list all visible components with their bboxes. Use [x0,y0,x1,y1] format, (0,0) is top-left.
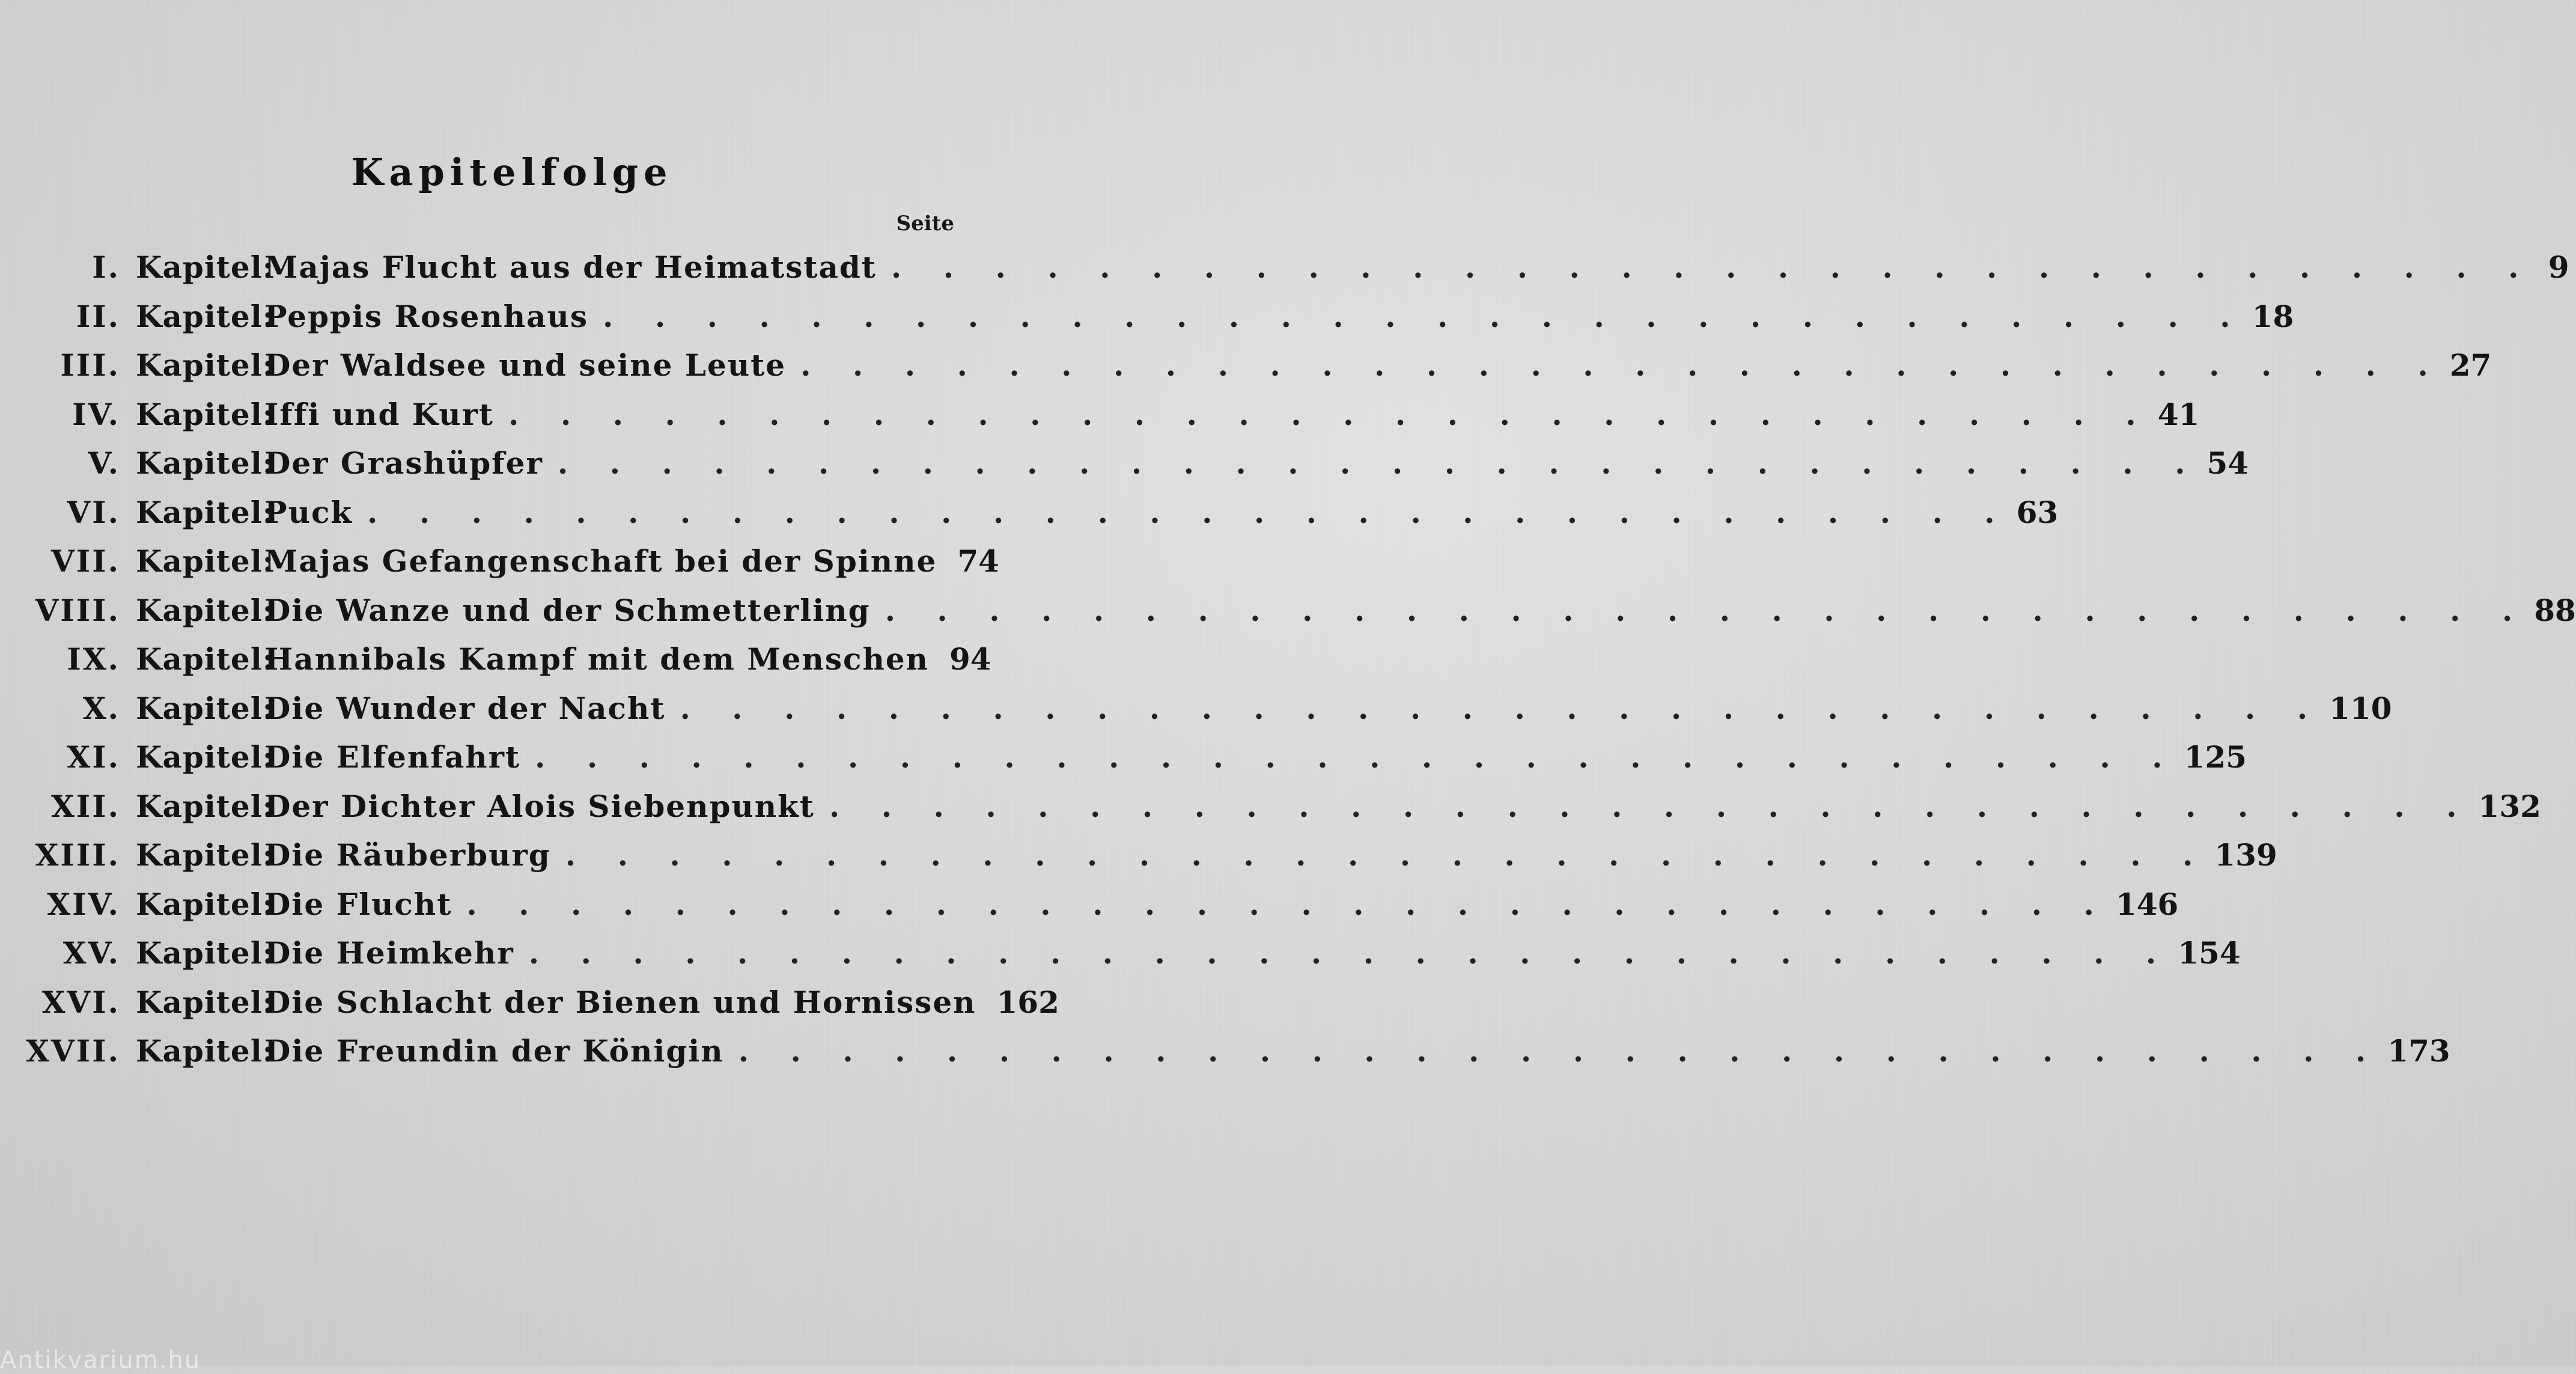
dot-leader: . . . . . . . . . . . . . . . . . . . . . . . . . . . . . . . . [528,935,2172,971]
chapter-title: Der Grashüpfer [264,445,543,481]
chapter-numeral: II. [76,298,120,334]
toc-entry [0,488,2059,537]
chapter-title: Die Wunder der Nacht [264,690,666,726]
chapter-numeral: XII. [51,788,120,824]
chapter-title: Die Heimkehr [264,935,514,971]
chapter-numeral: VII. [51,543,120,579]
toc-entry [0,880,2179,929]
dot-leader: . . . . . . . . . . . . . . . . . . . . . . . . . . . . . . . . [508,396,2152,432]
chapter-word: Kapitel: [136,1033,275,1069]
toc-entry [0,341,2492,390]
chapter-numeral: III. [60,347,120,383]
dot-leader: . . . . . . . . . . . . . . . . . . . . . . . . . . . . . . . . [565,837,2209,873]
dot-leader: . . . . . . . . . . . . . . . . . . . . . . . . . . . . . . . . [680,690,2324,726]
chapter-page-number: 41 [2157,396,2200,432]
chapter-page-number: 54 [2206,445,2249,481]
chapter-numeral: VI. [67,494,120,530]
chapter-page-number: 162 [996,984,1059,1020]
chapter-entry [264,684,2392,733]
chapter-page-number: 173 [2387,1033,2450,1069]
chapter-numeral: XIV. [47,886,120,922]
chapter-numeral: XVII. [26,1033,120,1069]
chapter-entry [264,635,991,684]
chapter-entry [264,782,2541,831]
table-of-contents [0,243,2576,1076]
toc-entry [0,537,1024,586]
chapter-word: Kapitel: [136,690,275,726]
toc-entry [0,635,1024,684]
watermark: Antikvarium.hu [0,1346,201,1374]
chapter-page-number: 125 [2184,739,2247,775]
chapter-title: Die Elfenfahrt [264,739,521,775]
chapter-page-number: 27 [2449,347,2492,383]
chapter-entry [264,831,2277,880]
chapter-page-number: 146 [2115,886,2179,922]
dot-leader: . . . . . . . . . . . . . . . . . . . . . . . . . . . . . . . . [466,886,2110,922]
chapter-numeral: XIII. [35,837,120,873]
chapter-entry [264,292,2294,341]
chapter-word: Kapitel: [136,298,275,334]
dot-leader: . . . . . . . . . . . . . . . . . . . . . . . . . . . . . . . . [891,249,2535,285]
dot-leader: . . . . . . . . . . . . . . . . . . . . . . . . . . . . . . . . [535,739,2178,775]
chapter-title: Peppis Rosenhaus [264,298,589,334]
chapter-word: Kapitel: [136,935,275,971]
chapter-page-number: 139 [2214,837,2277,873]
dot-leader: . . . . . . . . . . . . . . . . . . . . . . . . . . . . . . . . [367,494,2011,530]
chapter-numeral: I. [92,249,120,285]
toc-entry [0,292,2294,341]
chapter-word: Kapitel: [136,739,275,775]
chapter-page-number: 132 [2478,788,2541,824]
chapter-entry [264,1027,2450,1076]
chapter-numeral: IX. [67,641,120,677]
toc-entry [0,929,2241,978]
chapter-page-number: 63 [2016,494,2059,530]
chapter-numeral: XV. [62,935,120,971]
chapter-entry [264,929,2241,978]
chapter-entry [264,488,2059,537]
chapter-page-number: 9 [2548,249,2569,285]
chapter-title: Die Freundin der Königin [264,1033,724,1069]
chapter-word: Kapitel: [136,592,275,628]
chapter-entry [264,978,1059,1027]
chapter-numeral: X. [82,690,120,726]
chapter-entry [264,880,2179,929]
chapter-word: Kapitel: [136,445,275,481]
chapter-numeral: IV. [72,396,120,432]
toc-entry [0,439,2249,488]
chapter-numeral: V. [88,445,120,481]
toc-title: Kapitelfolge [351,150,673,194]
chapter-word: Kapitel: [136,837,275,873]
chapter-title: Puck [264,494,353,530]
chapter-word: Kapitel: [136,984,275,1020]
chapter-page-number: 74 [957,543,999,579]
chapter-page-number: 88 [2534,592,2576,628]
toc-entry [0,1027,2450,1076]
dot-leader: . . . . . . . . . . . . . . . . . . . . . . . . . . . . . . . . [738,1033,2382,1069]
chapter-title: Die Räuberburg [264,837,551,873]
chapter-title: Majas Gefangenschaft bei der Spinne [264,543,937,579]
chapter-word: Kapitel: [136,886,275,922]
chapter-word: Kapitel: [136,494,275,530]
dot-leader: . . . . . . . . . . . . . . . . . . . . . . . . . . . . . . . . [603,298,2246,334]
toc-entry [0,243,2569,292]
chapter-title: Hannibals Kampf mit dem Menschen [264,641,929,677]
chapter-numeral: XI. [67,739,120,775]
chapter-word: Kapitel: [136,396,275,432]
chapter-title: Der Dichter Alois Siebenpunkt [264,788,815,824]
chapter-title: Majas Flucht aus der Heimatstadt [264,249,877,285]
chapter-word: Kapitel: [136,347,275,383]
chapter-entry [264,586,2576,635]
chapter-entry [264,439,2249,488]
chapter-entry [264,390,2200,439]
toc-entry [0,782,2541,831]
toc-entry [0,684,2392,733]
dot-leader: . . . . . . . . . . . . . . . . . . . . . . . . . . . . . . . . [557,445,2201,481]
chapter-page-number: 110 [2329,690,2392,726]
dot-leader: . . . . . . . . . . . . . . . . . . . . . . . . . . . . . . . . [885,592,2529,628]
chapter-title: Die Schlacht der Bienen und Hornissen [264,984,976,1020]
chapter-title: Die Wanze und der Schmetterling [264,592,871,628]
chapter-word: Kapitel: [136,641,275,677]
chapter-word: Kapitel: [136,543,275,579]
toc-entry [0,586,2576,635]
dot-leader: . . . . . . . . . . . . . . . . . . . . . . . . . . . . . . . . [829,788,2473,824]
chapter-numeral: VIII. [35,592,120,628]
dot-leader: . . . . . . . . . . . . . . . . . . . . . . . . . . . . . . . . [800,347,2444,383]
chapter-entry [264,733,2247,782]
chapter-entry [264,243,2569,292]
chapter-title: Iffi und Kurt [264,396,495,432]
chapter-entry [264,537,999,586]
chapter-title: Der Waldsee und seine Leute [264,347,787,383]
toc-entry [0,978,1059,1027]
toc-entry [0,733,2247,782]
toc-entry [0,390,2200,439]
chapter-page-number: 154 [2178,935,2241,971]
toc-entry [0,831,2277,880]
page-column-label: Seite [896,212,954,236]
chapter-page-number: 94 [949,641,991,677]
chapter-numeral: XVI. [41,984,120,1020]
chapter-word: Kapitel: [136,249,275,285]
chapter-page-number: 18 [2252,298,2294,334]
chapter-title: Die Flucht [264,886,452,922]
chapter-entry [264,341,2492,390]
chapter-word: Kapitel: [136,788,275,824]
